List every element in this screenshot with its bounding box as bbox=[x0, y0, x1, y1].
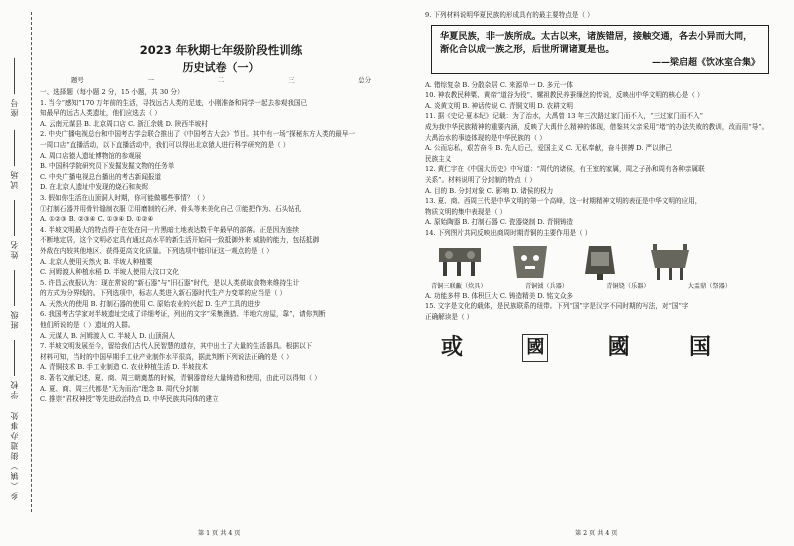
artifact-caption: 青铜铙（乐器） bbox=[606, 282, 650, 290]
binding-line bbox=[31, 12, 32, 512]
question-line: 成为我中华民族精神的重要内涵，反映了大禹什么精神的体现，借鉴其父亲采用“堵”的办法失败的教训，改而用“导”。 bbox=[425, 122, 769, 131]
score-col: 一 bbox=[147, 76, 154, 84]
question-line: 2. 中央广播电视总台和中国考古学会联合推出了《中国考古大会》节目。其中有一场“探秘东方人类的最早一 bbox=[40, 130, 356, 139]
question-line: 8. 著名文献记述，夏、商、周三朝奠基的时候，青铜器曾经大量铸造和使用，由此可以得知（ ） bbox=[40, 374, 321, 383]
right-page bbox=[425, 10, 781, 362]
question-line: A. 原始陶器 B. 打制石器 C. 瓷器烧制 D. 青铜铸造 bbox=[425, 218, 574, 227]
question-line: 10. 神农教民种粟、黄帝“道谷为役”、嫘祖教民养蚕缫丝的传说，反映出中华文明的核心是（ ） bbox=[425, 91, 704, 100]
axe-image bbox=[505, 242, 555, 282]
bell-image bbox=[575, 242, 625, 282]
question-line: 外敌在内较其他地区、获得更高文化质量。下列选项中能印证这一观点的是（ ） bbox=[40, 246, 273, 255]
right-question-list-top bbox=[425, 10, 781, 21]
question-line: A. 周口店猿人遗址博物馆的参观展 bbox=[40, 151, 142, 160]
exam-label: 试场 bbox=[10, 169, 19, 189]
question-line: 不断地定居，这个文明必定具有通过高水平的新生活开始同一致抵御外来 威胁的能力，包括抵御 bbox=[40, 236, 320, 245]
guo-char: 国 bbox=[688, 334, 711, 361]
question-line: 民族主义 bbox=[425, 154, 452, 163]
question-line: A. 功能多样 B. 体积巨大 C. 铸造精美 D. 铭文众多 bbox=[425, 291, 574, 300]
score-col: 总分 bbox=[358, 76, 371, 84]
question-line: 大禹治水的事迹体现的是中华民族的（ ） bbox=[425, 133, 546, 142]
artifact-caption: 青铜钺（兵器） bbox=[524, 282, 569, 290]
artifact-captions bbox=[431, 282, 731, 291]
guo-char: 國 bbox=[522, 334, 548, 362]
question-line: 1. 当今“感知”170 万年前的生活，寻找远古人类的足迹，小刚准备和同学一起去参观我国已 bbox=[40, 98, 308, 107]
question-line: 14. 下列图片共同反映出商周时期青铜的主要作用是（ ） bbox=[425, 228, 592, 237]
town-field bbox=[10, 410, 24, 500]
question-line: 9. 下列材料说明华夏民族的形成具有的最主要特点是（ ） bbox=[425, 11, 594, 19]
score-col: 三 bbox=[288, 76, 295, 84]
question-line: D. 在北京人遗址中发现的烧石和灰烬 bbox=[40, 183, 149, 192]
name-label: 姓名 bbox=[10, 239, 19, 259]
question-line: B. 中国科学院研究员下发掘发掘文物的任务单 bbox=[40, 162, 175, 171]
quote-text: 华夏民族，非一族所成。太古以来，诸族错居，接触交通，各去小异而大同，渐化合以成一族之形，后世所谓诸夏是也。 bbox=[440, 30, 753, 56]
seat-field bbox=[10, 58, 24, 117]
exam-field bbox=[10, 130, 24, 189]
question-line: 6. 我国考古学家对半坡遗址完成了详细考证，列出的文字“采集渔猎、半地穴房屋，靠”，请你判断 bbox=[40, 310, 326, 319]
guo-characters bbox=[441, 334, 711, 362]
question-line: ①打制石器并用骨针缝制衣服 ②用磨制的石斧、骨头等来美化自己 ③能把作为、石头钻孔 bbox=[40, 204, 302, 213]
quote-box bbox=[431, 25, 769, 74]
question-line: 正确解读是（ ） bbox=[425, 312, 474, 321]
question-line: 一周口店”直播活动，以下直播活动中，我们可以得出北京猿人进行科学研究的是（ ） bbox=[40, 140, 290, 149]
artifact-caption: 大盂鼎（祭器） bbox=[687, 282, 731, 290]
left-question-list bbox=[40, 98, 402, 405]
question-line: A. ①②③ B. ②③④ C. ①③④ D. ①②④ bbox=[40, 215, 154, 224]
question-line: 的方式为分界线的。下列选项中，标志人类进入新石器时代生产力变革的应当是（ ） bbox=[40, 289, 287, 298]
question-line: 12. 黄仁宇在《中国大历史》中写道：“周代的诸侯，有王室的家属，周之子孙和周有各种亲属联 bbox=[425, 165, 705, 174]
score-label: 题号 bbox=[71, 76, 84, 84]
question-line: A. 北京人使用天然火 B. 半坡人种植粟 bbox=[40, 257, 153, 266]
class-field bbox=[10, 270, 24, 329]
artifact-caption: 青铜三联甗（炊具） bbox=[431, 282, 487, 290]
question-line: A. 错综复杂 B. 分散杂居 C. 来源单一 D. 多元一体 bbox=[425, 80, 574, 89]
exam-subtitle: 历史试卷（一） bbox=[182, 61, 260, 74]
question-line: 关系”。材料说明了分封制的特点（ ） bbox=[425, 175, 536, 184]
guo-char: 或 bbox=[441, 334, 464, 361]
question-line: A. 元谋人 B. 河姆渡人 C. 半坡人 D. 山顶洞人 bbox=[40, 331, 175, 340]
quote-author: ——梁启超《饮冰室合集》 bbox=[651, 57, 760, 68]
seat-label: 座号 bbox=[10, 97, 19, 117]
right-question-list-mid bbox=[425, 80, 781, 239]
school-label: 学校 bbox=[10, 379, 19, 399]
school-field bbox=[10, 340, 24, 399]
footer-left: 第 1 页 共 4 页 bbox=[198, 530, 241, 537]
question-line: A. 目的 B. 分封对象 C. 影响 D. 诸侯的权力 bbox=[425, 186, 554, 195]
question-line: 4. 半坡文明最大的特点得于在处在同一片黑暗土地表达数千年最早的部落。正是因为连续 bbox=[40, 225, 299, 234]
footer-right: 第 2 页 共 4 页 bbox=[575, 530, 618, 537]
name-field bbox=[10, 200, 24, 259]
question-line: A. 青铜技术 B. 手工业制造 C. 农业种植生活 D. 半坡技术 bbox=[40, 363, 208, 372]
question-line: 物质文明的集中表现是（ ） bbox=[425, 207, 507, 216]
question-line: A. 夏、商、周三代都是“无为而治”理念 B. 周代分封制 bbox=[40, 384, 199, 393]
ding-image bbox=[645, 242, 695, 282]
exam-title: 2023 年秋期七年级阶段性训练 bbox=[139, 43, 303, 57]
question-line: 他们所说的是（ ）遗址的人群。 bbox=[40, 321, 135, 330]
right-question-list-bottom bbox=[425, 291, 781, 323]
question-line: 材料可知，当时的中国早期手工业产业制作水平很高，据此判断下列说法正确的是（ ） bbox=[40, 352, 293, 361]
question-line: 15. 文字是文化的载体，是民族联系的纽带。下列“国”字是汉字不同时期的写法，对“国”字 bbox=[425, 302, 689, 311]
question-line: 知最早的远古人类遗址，他们应选去（ ） bbox=[40, 109, 161, 118]
class-label: 班级 bbox=[10, 309, 19, 329]
question-line: A. 云南元谋县 B. 北京周口店 C. 浙江余姚 D. 陕西半坡村 bbox=[40, 119, 208, 128]
question-line: A. 公而忘私，艰苦奋斗 B. 先人后己，爱国主义 C. 无私奉献，奋斗拼搏 D. 严以律己 bbox=[425, 144, 672, 153]
guo-char: 國 bbox=[607, 334, 630, 361]
score-table bbox=[71, 76, 371, 85]
section-heading: 一、选择题（每小题 2 分，15 小题，共 30 分） bbox=[40, 88, 184, 96]
binding-margin bbox=[0, 0, 36, 546]
artifact-images bbox=[435, 242, 695, 282]
question-line: C. 中央广播电视总台播出的考古新闻报道 bbox=[40, 172, 162, 181]
question-line: A. 天然火的使用 B. 打制石器的使用 C. 原始农业的兴起 D. 生产工具的进步 bbox=[40, 299, 261, 308]
question-line: C. 推崇“君权神授”等先进政治特点 D. 中华民族共同体的建立 bbox=[40, 395, 219, 404]
question-line: 5. 许昌云夜报认为：现在常说的“新石器”与“旧石器”时代，是以人类获取食物来维持生计 bbox=[40, 278, 300, 287]
town-label: 乡（镇）街道办事处 bbox=[10, 410, 19, 500]
score-col: 二 bbox=[217, 76, 225, 84]
tripod-vessel-image bbox=[435, 242, 485, 282]
left-page bbox=[40, 10, 402, 405]
question-line: 7. 半坡文明发展至今，留给我们古代人民智慧的遗存，其中出土了大量的生活器具。根据以下 bbox=[40, 342, 313, 351]
question-line: 11. 据《史记·夏本纪》记载：为了治水，大禹曾 13 年三次路过家门而不入，“三过家门而不入” bbox=[425, 112, 703, 121]
question-line: C. 河姆渡人种植水稻 D. 半坡人使用大汶口文化 bbox=[40, 268, 180, 277]
question-line: 3. 假如你生活在山顶洞人时期，你可能做哪些事情？（ ） bbox=[40, 193, 209, 202]
question-line: 13. 夏、商、西周三代是中华文明的第一个高峰，这一时期精神文明的表征是中华文明的应用， bbox=[425, 197, 702, 206]
question-line: A. 炎黄文明 B. 神话传说 C. 青铜文明 D. 农耕文明 bbox=[425, 101, 574, 110]
